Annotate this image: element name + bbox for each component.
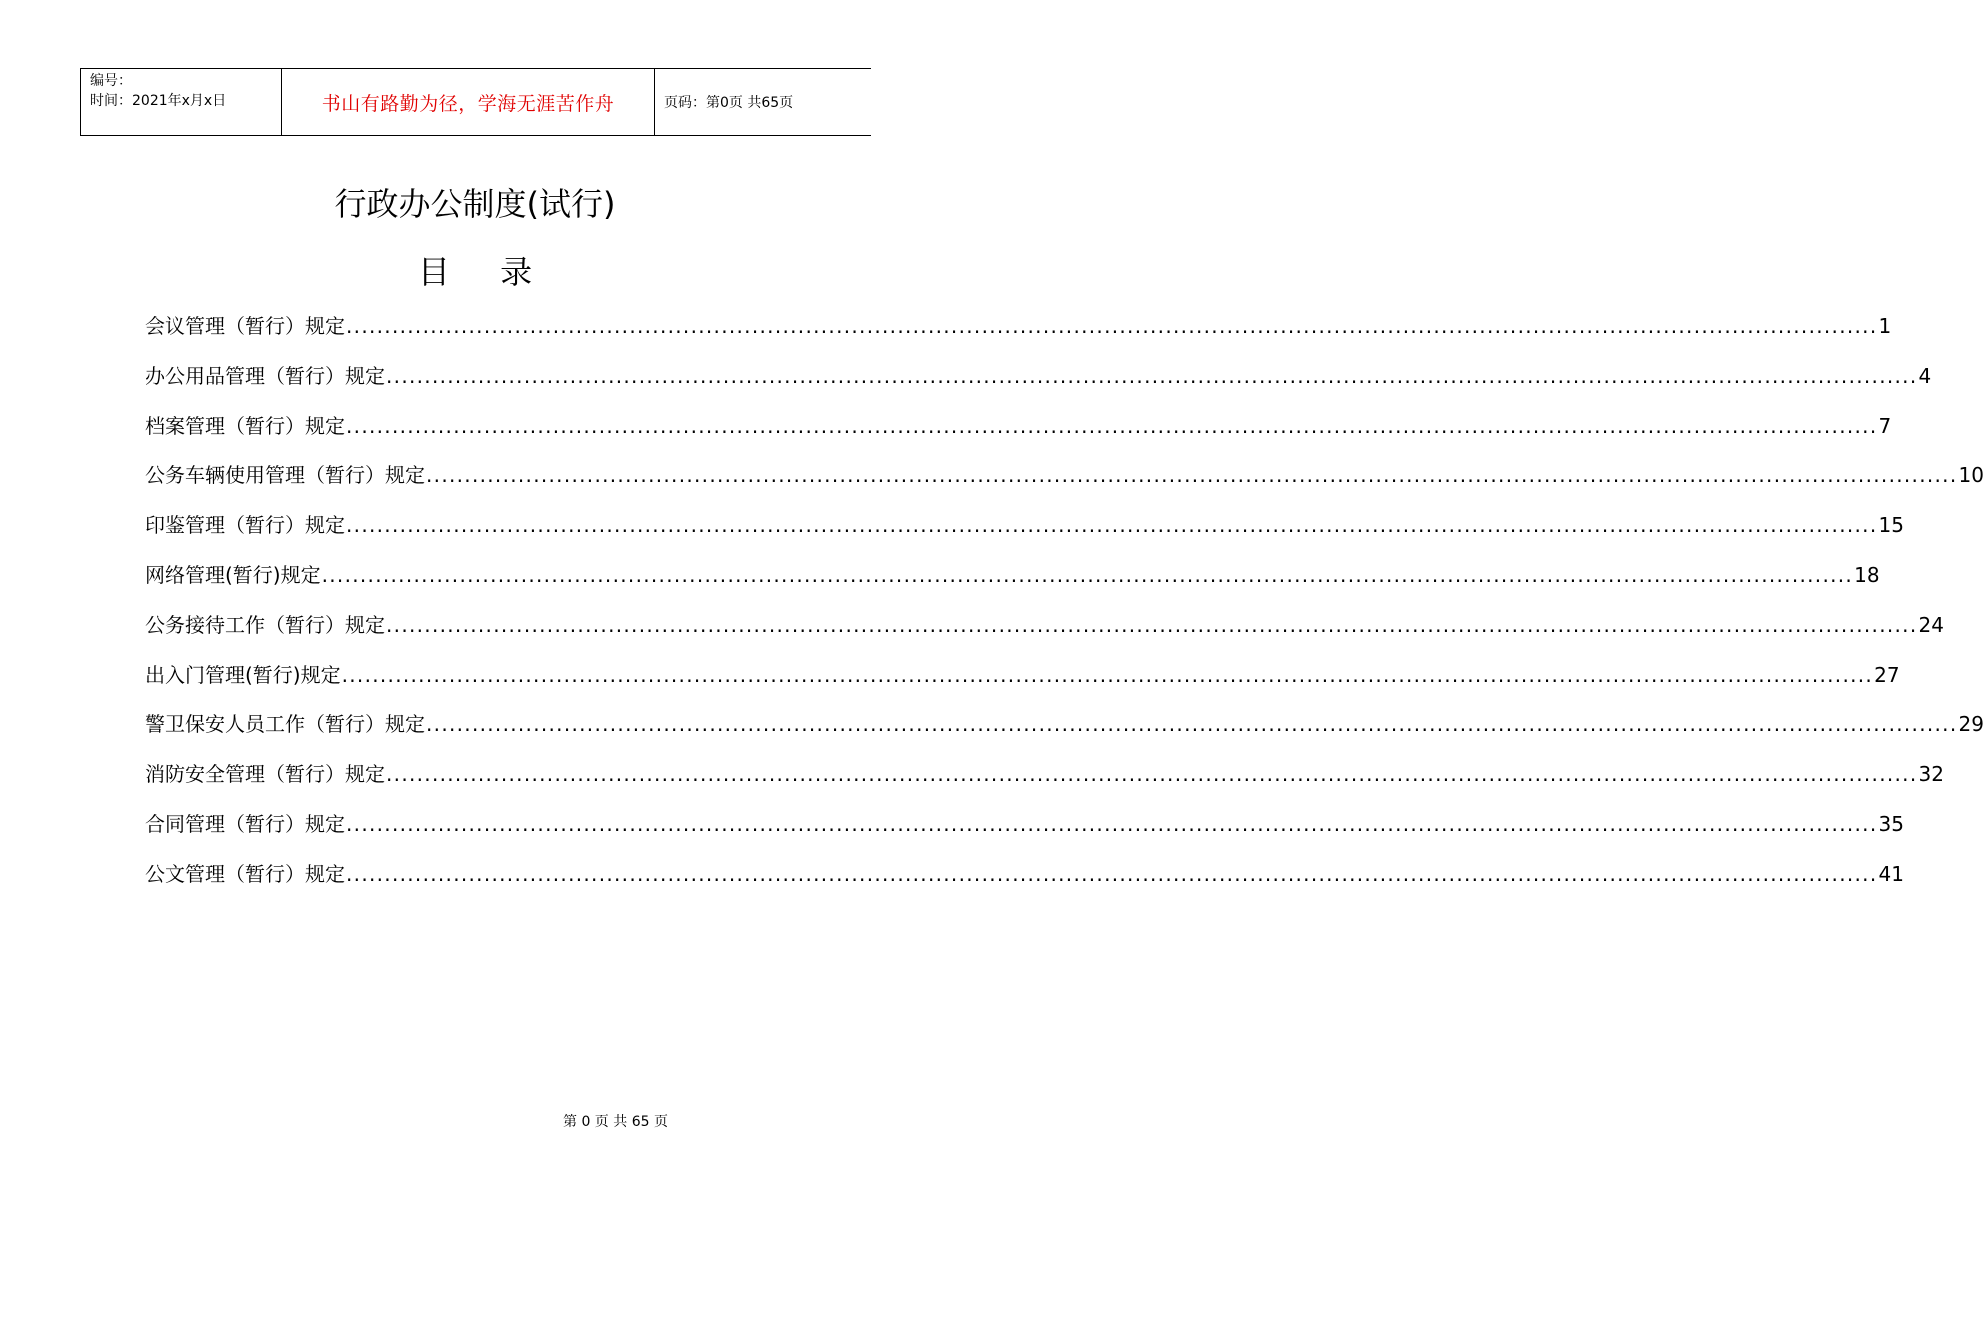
document-date-label: 时间：2021年x月x日 [90,93,227,109]
toc-leader-dots: ........................................................................................................................................................................................................ [346,513,1878,538]
document-number-label: 编号： [90,73,132,89]
toc-item[interactable] [145,655,1900,705]
toc-item-page: 10 [1958,463,1984,488]
toc-item[interactable] [145,306,1892,356]
toc-item-label: 印鉴管理（暂行）规定 [145,513,345,538]
toc-item-page: 15 [1878,513,1904,538]
header-table [80,68,871,136]
toc-item[interactable] [145,754,1944,804]
toc-item[interactable] [145,356,1932,406]
toc-leader-dots: ........................................................................................................................................................................................................ [346,314,1878,338]
toc-item[interactable] [145,605,1944,655]
toc-item[interactable] [145,555,1880,605]
toc-item-label: 公务接待工作（暂行）规定 [145,612,385,637]
toc-item[interactable] [145,455,1984,505]
toc-leader-dots: ........................................................................................................................................................................................................ [386,612,1918,637]
document-title: 行政办公制度(试行) [334,185,616,223]
toc-item-label: 公文管理（暂行）规定 [145,861,345,886]
toc-leader-dots: ........................................................................................................................................................................................................ [346,811,1878,836]
header-page-cell [655,69,872,136]
toc-item[interactable] [145,406,1892,456]
header-meta-cell [81,69,282,136]
toc-title: 目 录 [417,253,553,291]
toc-item-label: 档案管理（暂行）规定 [145,413,345,438]
header-motto: 书山有路勤为径，学海无涯苦作舟 [321,92,615,115]
footer-page-number: 第 0 页 共 65 页 [563,1114,668,1130]
toc-item-label: 会议管理（暂行）规定 [145,314,345,338]
toc-item[interactable] [145,704,1984,754]
toc-leader-dots: ........................................................................................................................................................................................................ [426,463,1958,488]
toc-item-label: 出入门管理(暂行)规定 [145,662,341,687]
toc-item[interactable] [145,505,1904,555]
toc-leader-dots: ........................................................................................................................................................................................................ [386,363,1918,388]
toc-item-label: 消防安全管理（暂行）规定 [145,762,385,787]
toc-leader-dots: ........................................................................................................................................................................................................ [426,712,1958,737]
toc-item-page: 35 [1878,811,1904,836]
toc-item-label: 办公用品管理（暂行）规定 [145,363,385,388]
toc-item-label: 合同管理（暂行）规定 [145,811,345,836]
toc-item-label: 公务车辆使用管理（暂行）规定 [145,463,425,488]
toc-item-page: 27 [1874,662,1900,687]
toc-item-label: 网络管理(暂行)规定 [145,562,321,587]
toc-leader-dots: ........................................................................................................................................................................................................ [341,662,1874,687]
toc-leader-dots: ........................................................................................................................................................................................................ [346,861,1878,886]
toc-leader-dots: ........................................................................................................................................................................................................ [321,562,1854,587]
toc-item-label: 警卫保安人员工作（暂行）规定 [145,712,425,737]
toc-item-page: 7 [1878,413,1892,438]
toc-item-page: 41 [1878,861,1904,886]
toc-item[interactable] [145,854,1904,904]
toc-item-page: 24 [1918,612,1944,637]
header-page-info: 页码：第0页 共65页 [664,95,794,111]
toc-item-page: 32 [1918,762,1944,787]
toc-item[interactable] [145,804,1904,854]
toc-leader-dots: ........................................................................................................................................................................................................ [346,413,1878,438]
table-of-contents [145,306,1984,904]
toc-item-page: 4 [1918,363,1932,388]
toc-item-page: 18 [1854,562,1880,587]
toc-item-page: 29 [1958,712,1984,737]
toc-item-page: 1 [1878,314,1892,338]
toc-leader-dots: ........................................................................................................................................................................................................ [386,762,1918,787]
header-motto-cell [282,69,655,136]
